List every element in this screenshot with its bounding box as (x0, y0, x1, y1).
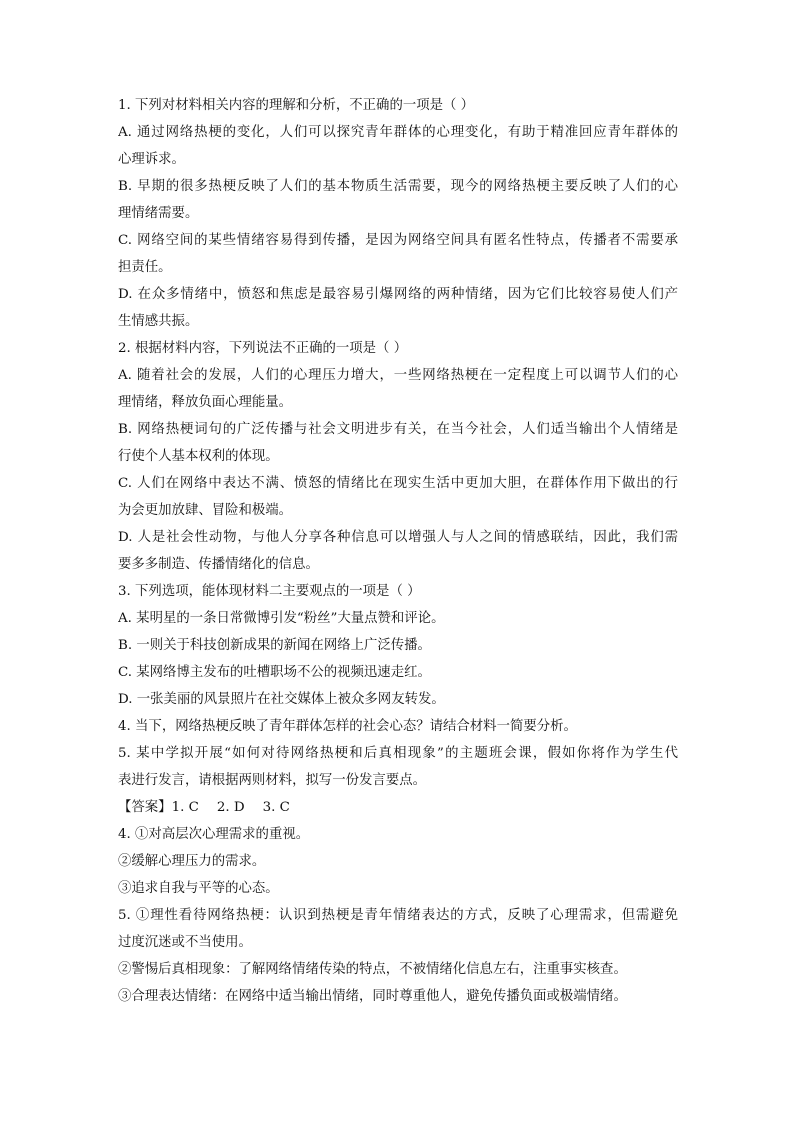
answer-4-point-2: ②缓解心理压力的需求。 (118, 854, 266, 869)
question-1-stem: 1. 下列对材料相关内容的理解和分析，不正确的一项是（ ） (118, 98, 475, 113)
answer-1: 1. C (171, 800, 199, 815)
q1-option-a: A. 通过网络热梗的变化，人们可以探究青年群体的心理变化，有助于精准回应青年群体的 (118, 125, 678, 140)
q1-option-a-cont: 心理诉求。 (118, 152, 185, 167)
q3-option-c: C. 某网络博主发布的吐槽职场不公的视频迅速走红。 (118, 665, 431, 680)
q2-option-a: A. 随着社会的发展，人们的心理压力增大，一些网络热梗在一定程度上可以调节人们的心 (118, 368, 678, 383)
q1-option-d-cont: 生情感共振。 (118, 314, 199, 329)
question-4: 4. 当下，网络热梗反映了青年群体怎样的社会心态？请结合材料一简要分析。 (118, 719, 577, 734)
q2-option-b-cont: 行使个人基本权利的体现。 (118, 449, 279, 464)
question-5-cont: 表进行发言，请根据两则材料，拟写一份发言要点。 (118, 773, 426, 788)
q1-option-c: C. 网络空间的某些情绪容易得到传播，是因为网络空间具有匿名性特点，传播者不需要承 (118, 233, 678, 248)
answer-2: 2. D (216, 800, 245, 815)
q1-option-b: B. 早期的很多热梗反映了人们的基本物质生活需要，现今的网络热梗主要反映了人们的心 (118, 179, 678, 194)
q2-option-c: C. 人们在网络中表达不满、愤怒的情绪比在现实生活中更加大胆，在群体作用下做出的行 (118, 476, 678, 491)
answer-5-point-2: ②警惕后真相现象：了解网络情绪传染的特点，不被情绪化信息左右，注重事实核查。 (118, 962, 627, 977)
answer-3: 3. C (262, 800, 290, 815)
answer-4-point-1: 4. ①对高层次心理需求的重视。 (118, 827, 310, 842)
q3-option-d: D. 一张美丽的风景照片在社交媒体上被众多网友转发。 (118, 692, 445, 707)
answer-label: 【答案】 (118, 800, 172, 815)
q2-option-d-cont: 要多多制造、传播情绪化的信息。 (118, 557, 319, 572)
q2-option-d: D. 人是社会性动物，与他人分享各种信息可以增强人与人之间的情感联结，因此，我们需 (118, 530, 678, 545)
q2-option-c-cont: 为会更加放肆、冒险和极端。 (118, 503, 293, 518)
answer-5-point-1-cont: 过度沉迷或不当使用。 (118, 935, 252, 950)
document-body (118, 92, 678, 1010)
answer-4-point-3: ③追求自我与平等的心态。 (118, 881, 279, 896)
q1-option-c-cont: 担责任。 (118, 260, 172, 275)
q3-option-b: B. 一则关于科技创新成果的新闻在网络上广泛传播。 (118, 638, 431, 653)
answer-5-point-3: ③合理表达情绪：在网络中适当输出情绪，同时尊重他人，避免传播负面或极端情绪。 (118, 989, 627, 1004)
q2-option-a-cont: 理情绪，释放负面心理能量。 (118, 395, 293, 410)
q3-option-a: A. 某明星的一条日常微博引发“粉丝”大量点赞和评论。 (118, 611, 445, 626)
question-5: 5. 某中学拟开展“如何对待网络热梗和后真相现象”的主题班会课，假如你将作为学生代 (118, 746, 678, 761)
answer-5-point-1: 5. ①理性看待网络热梗：认识到热梗是青年情绪表达的方式，反映了心理需求，但需避免 (118, 908, 678, 923)
question-2-stem: 2. 根据材料内容，下列说法不正确的一项是（ ） (118, 341, 408, 356)
q2-option-b: B. 网络热梗词句的广泛传播与社会文明进步有关，在当今社会，人们适当输出个人情绪是 (118, 422, 678, 437)
q1-option-d: D. 在众多情绪中，愤怒和焦虑是最容易引爆网络的两种情绪，因为它们比较容易使人们产 (118, 287, 678, 302)
answer-key-line (118, 794, 678, 821)
q1-option-b-cont: 理情绪需要。 (118, 206, 199, 221)
question-3-stem: 3. 下列选项，能体现材料二主要观点的一项是（ ） (118, 584, 421, 599)
